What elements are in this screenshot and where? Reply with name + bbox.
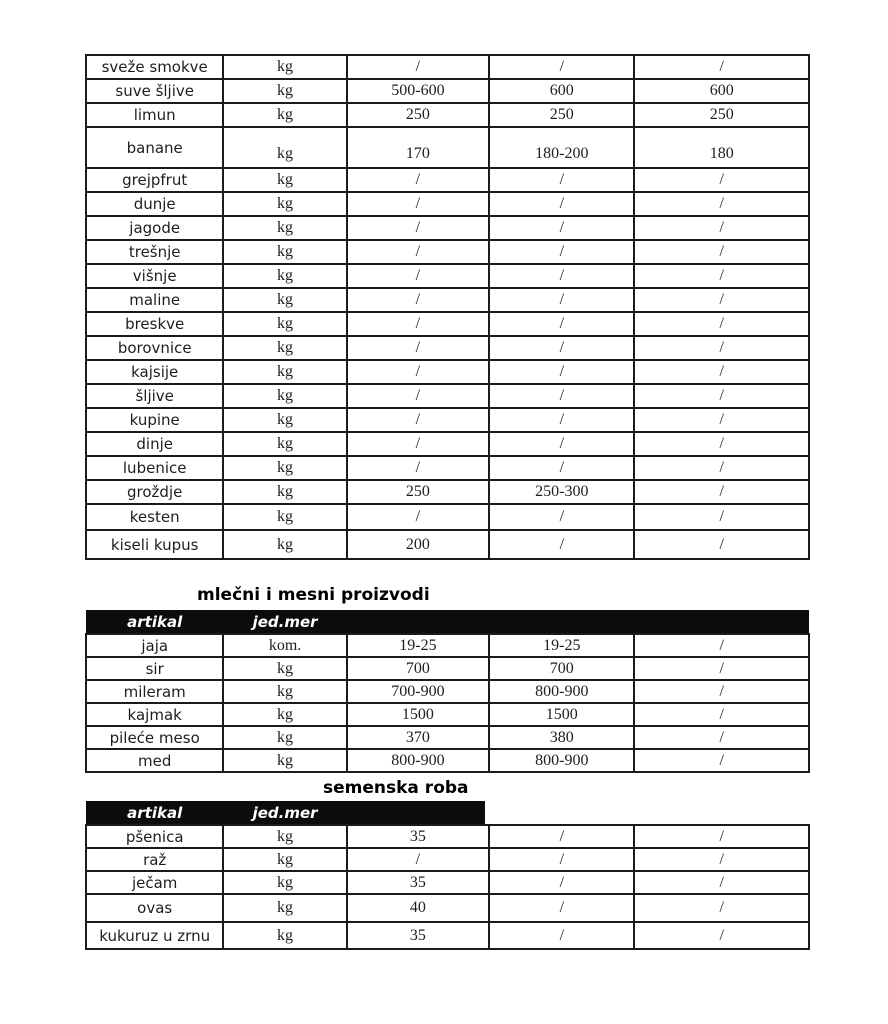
table-row	[86, 848, 809, 871]
cell-artikal: med	[86, 749, 223, 772]
cell-value: 250	[489, 103, 634, 127]
table-header-row	[86, 801, 809, 825]
cell-value: /	[347, 216, 489, 240]
cell-unit: kg	[223, 530, 346, 559]
header-cell-jedmer: jed.mer	[223, 610, 346, 634]
cell-artikal: dunje	[86, 192, 223, 216]
header-cell-empty	[347, 801, 809, 825]
header-cell-artikal: artikal	[86, 801, 223, 825]
cell-unit: kg	[223, 703, 346, 726]
cell-value: /	[489, 384, 634, 408]
cell-value: 35	[347, 922, 489, 949]
cell-value: 35	[347, 825, 489, 848]
cell-value: /	[634, 680, 809, 703]
cell-value: /	[634, 726, 809, 749]
cell-unit: kg	[223, 432, 346, 456]
cell-value: /	[634, 703, 809, 726]
cell-value: 250	[347, 480, 489, 504]
cell-unit: kg	[223, 312, 346, 336]
cell-artikal: banane	[86, 127, 223, 168]
cell-value: 250-300	[489, 480, 634, 504]
cell-value: 700	[347, 657, 489, 680]
cell-value: 700	[489, 657, 634, 680]
cell-value: /	[634, 922, 809, 949]
cell-value: /	[347, 336, 489, 360]
cell-value: /	[634, 288, 809, 312]
cell-value: /	[634, 408, 809, 432]
table-row	[86, 192, 809, 216]
header-cell-jedmer: jed.mer	[223, 801, 346, 825]
cell-artikal: ječam	[86, 871, 223, 894]
cell-unit: kg	[223, 336, 346, 360]
cell-value: /	[347, 408, 489, 432]
cell-unit: kg	[223, 749, 346, 772]
table-row	[86, 240, 809, 264]
table-row	[86, 168, 809, 192]
header-cell-artikal: artikal	[86, 610, 223, 634]
cell-unit: kg	[223, 456, 346, 480]
cell-value: 1500	[489, 703, 634, 726]
cell-unit: kg	[223, 103, 346, 127]
cell-artikal: groždje	[86, 480, 223, 504]
cell-value: 200	[347, 530, 489, 559]
cell-value: /	[489, 288, 634, 312]
cell-unit: kg	[223, 240, 346, 264]
cell-value: 19-25	[347, 634, 489, 657]
cell-value: /	[634, 192, 809, 216]
cell-artikal: dinje	[86, 432, 223, 456]
cell-artikal: lubenice	[86, 456, 223, 480]
cell-artikal: kiseli kupus	[86, 530, 223, 559]
cell-value: /	[489, 240, 634, 264]
cell-value: 1500	[347, 703, 489, 726]
cell-value: /	[634, 657, 809, 680]
table-row	[86, 384, 809, 408]
table-row	[86, 79, 809, 103]
table-row	[86, 312, 809, 336]
cell-value: /	[489, 336, 634, 360]
table-row	[86, 360, 809, 384]
table-header-row	[86, 610, 809, 634]
cell-unit: kg	[223, 871, 346, 894]
cell-unit: kg	[223, 657, 346, 680]
cell-value: 180	[634, 127, 809, 168]
cell-value: /	[634, 336, 809, 360]
cell-value: /	[347, 504, 489, 530]
cell-unit: kg	[223, 192, 346, 216]
table-row	[86, 216, 809, 240]
cell-value: /	[489, 871, 634, 894]
fruit-price-table	[85, 54, 810, 560]
cell-artikal: ovas	[86, 894, 223, 922]
cell-value: 800-900	[489, 749, 634, 772]
cell-artikal: trešnje	[86, 240, 223, 264]
table-row	[86, 288, 809, 312]
cell-artikal: limun	[86, 103, 223, 127]
cell-value: /	[347, 848, 489, 871]
cell-artikal: kesten	[86, 504, 223, 530]
table-row	[86, 703, 809, 726]
table-row	[86, 680, 809, 703]
cell-unit: kg	[223, 127, 346, 168]
cell-value: /	[489, 456, 634, 480]
cell-unit: kg	[223, 288, 346, 312]
cell-value: 500-600	[347, 79, 489, 103]
cell-artikal: maline	[86, 288, 223, 312]
cell-value: /	[489, 408, 634, 432]
cell-value: /	[634, 504, 809, 530]
cell-value: /	[634, 749, 809, 772]
cell-value: /	[489, 530, 634, 559]
cell-value: /	[489, 168, 634, 192]
cell-value: /	[634, 530, 809, 559]
cell-artikal: jagode	[86, 216, 223, 240]
cell-value: /	[634, 456, 809, 480]
cell-artikal: kukuruz u zrnu	[86, 922, 223, 949]
cell-artikal: kajmak	[86, 703, 223, 726]
cell-value: /	[347, 240, 489, 264]
cell-value: /	[489, 192, 634, 216]
cell-value: /	[347, 384, 489, 408]
cell-unit: kg	[223, 55, 346, 79]
table-row	[86, 726, 809, 749]
table-row	[86, 408, 809, 432]
cell-unit: kg	[223, 408, 346, 432]
cell-unit: kg	[223, 922, 346, 949]
cell-unit: kg	[223, 726, 346, 749]
cell-artikal: breskve	[86, 312, 223, 336]
cell-unit: kom.	[223, 634, 346, 657]
cell-unit: kg	[223, 264, 346, 288]
seed-price-table	[85, 801, 810, 950]
cell-value: /	[634, 240, 809, 264]
cell-value: 700-900	[347, 680, 489, 703]
cell-value: /	[489, 360, 634, 384]
cell-value: 250	[347, 103, 489, 127]
cell-value: /	[489, 312, 634, 336]
cell-value: 380	[489, 726, 634, 749]
cell-value: /	[634, 264, 809, 288]
cell-unit: kg	[223, 680, 346, 703]
cell-value: 170	[347, 127, 489, 168]
cell-value: /	[489, 216, 634, 240]
cell-value: /	[634, 848, 809, 871]
dairy-price-table	[85, 610, 810, 773]
cell-value: /	[634, 432, 809, 456]
table-row	[86, 264, 809, 288]
cell-value: /	[634, 871, 809, 894]
cell-value: 250	[634, 103, 809, 127]
table-row	[86, 103, 809, 127]
cell-artikal: kajsije	[86, 360, 223, 384]
cell-unit: kg	[223, 894, 346, 922]
table-row	[86, 922, 809, 949]
table-row	[86, 55, 809, 79]
table-row	[86, 530, 809, 559]
cell-value: 370	[347, 726, 489, 749]
cell-artikal: grejpfrut	[86, 168, 223, 192]
table-row	[86, 634, 809, 657]
cell-value: /	[489, 504, 634, 530]
cell-unit: kg	[223, 360, 346, 384]
cell-value: /	[634, 360, 809, 384]
cell-value: 600	[489, 79, 634, 103]
table-row	[86, 504, 809, 530]
cell-artikal: pileće meso	[86, 726, 223, 749]
table-row	[86, 432, 809, 456]
cell-value: /	[634, 894, 809, 922]
cell-value: /	[347, 168, 489, 192]
cell-artikal: kupine	[86, 408, 223, 432]
table-row	[86, 894, 809, 922]
cell-artikal: višnje	[86, 264, 223, 288]
cell-unit: kg	[223, 480, 346, 504]
table-row	[86, 336, 809, 360]
cell-value: /	[634, 384, 809, 408]
table-row	[86, 657, 809, 680]
cell-value: /	[634, 312, 809, 336]
cell-artikal: jaja	[86, 634, 223, 657]
cell-artikal: borovnice	[86, 336, 223, 360]
cell-artikal: mileram	[86, 680, 223, 703]
cell-value: /	[634, 55, 809, 79]
cell-unit: kg	[223, 504, 346, 530]
cell-artikal: sir	[86, 657, 223, 680]
section-title-seed: semenska roba	[323, 778, 469, 798]
cell-value: 180-200	[489, 127, 634, 168]
cell-value: /	[489, 848, 634, 871]
cell-artikal: šljive	[86, 384, 223, 408]
cell-unit: kg	[223, 825, 346, 848]
cell-value: /	[634, 480, 809, 504]
cell-value: /	[489, 432, 634, 456]
table-row	[86, 825, 809, 848]
cell-value: /	[347, 55, 489, 79]
cell-value: /	[634, 168, 809, 192]
cell-value: /	[347, 360, 489, 384]
cell-value: /	[347, 456, 489, 480]
cell-artikal: pšenica	[86, 825, 223, 848]
table-row	[86, 480, 809, 504]
cell-value: /	[634, 634, 809, 657]
cell-unit: kg	[223, 384, 346, 408]
cell-value: 800-900	[489, 680, 634, 703]
cell-value: /	[347, 432, 489, 456]
table-row	[86, 127, 809, 168]
table-row	[86, 871, 809, 894]
cell-unit: kg	[223, 79, 346, 103]
cell-value: 35	[347, 871, 489, 894]
table-row	[86, 456, 809, 480]
cell-value: 40	[347, 894, 489, 922]
cell-value: /	[489, 264, 634, 288]
cell-value: /	[634, 825, 809, 848]
cell-value: /	[489, 894, 634, 922]
cell-artikal: raž	[86, 848, 223, 871]
section-title-dairy: mlečni i mesni proizvodi	[197, 585, 430, 605]
table-row	[86, 749, 809, 772]
cell-unit: kg	[223, 168, 346, 192]
cell-value: /	[634, 216, 809, 240]
cell-value: /	[489, 55, 634, 79]
cell-value: 600	[634, 79, 809, 103]
cell-value: /	[347, 192, 489, 216]
cell-unit: kg	[223, 848, 346, 871]
header-cell-empty	[347, 610, 809, 634]
cell-value: 800-900	[347, 749, 489, 772]
cell-value: /	[347, 264, 489, 288]
cell-value: /	[489, 825, 634, 848]
cell-value: 19-25	[489, 634, 634, 657]
cell-value: /	[347, 312, 489, 336]
cell-artikal: sveže smokve	[86, 55, 223, 79]
cell-value: /	[347, 288, 489, 312]
cell-value: /	[489, 922, 634, 949]
cell-unit: kg	[223, 216, 346, 240]
cell-artikal: suve šljive	[86, 79, 223, 103]
